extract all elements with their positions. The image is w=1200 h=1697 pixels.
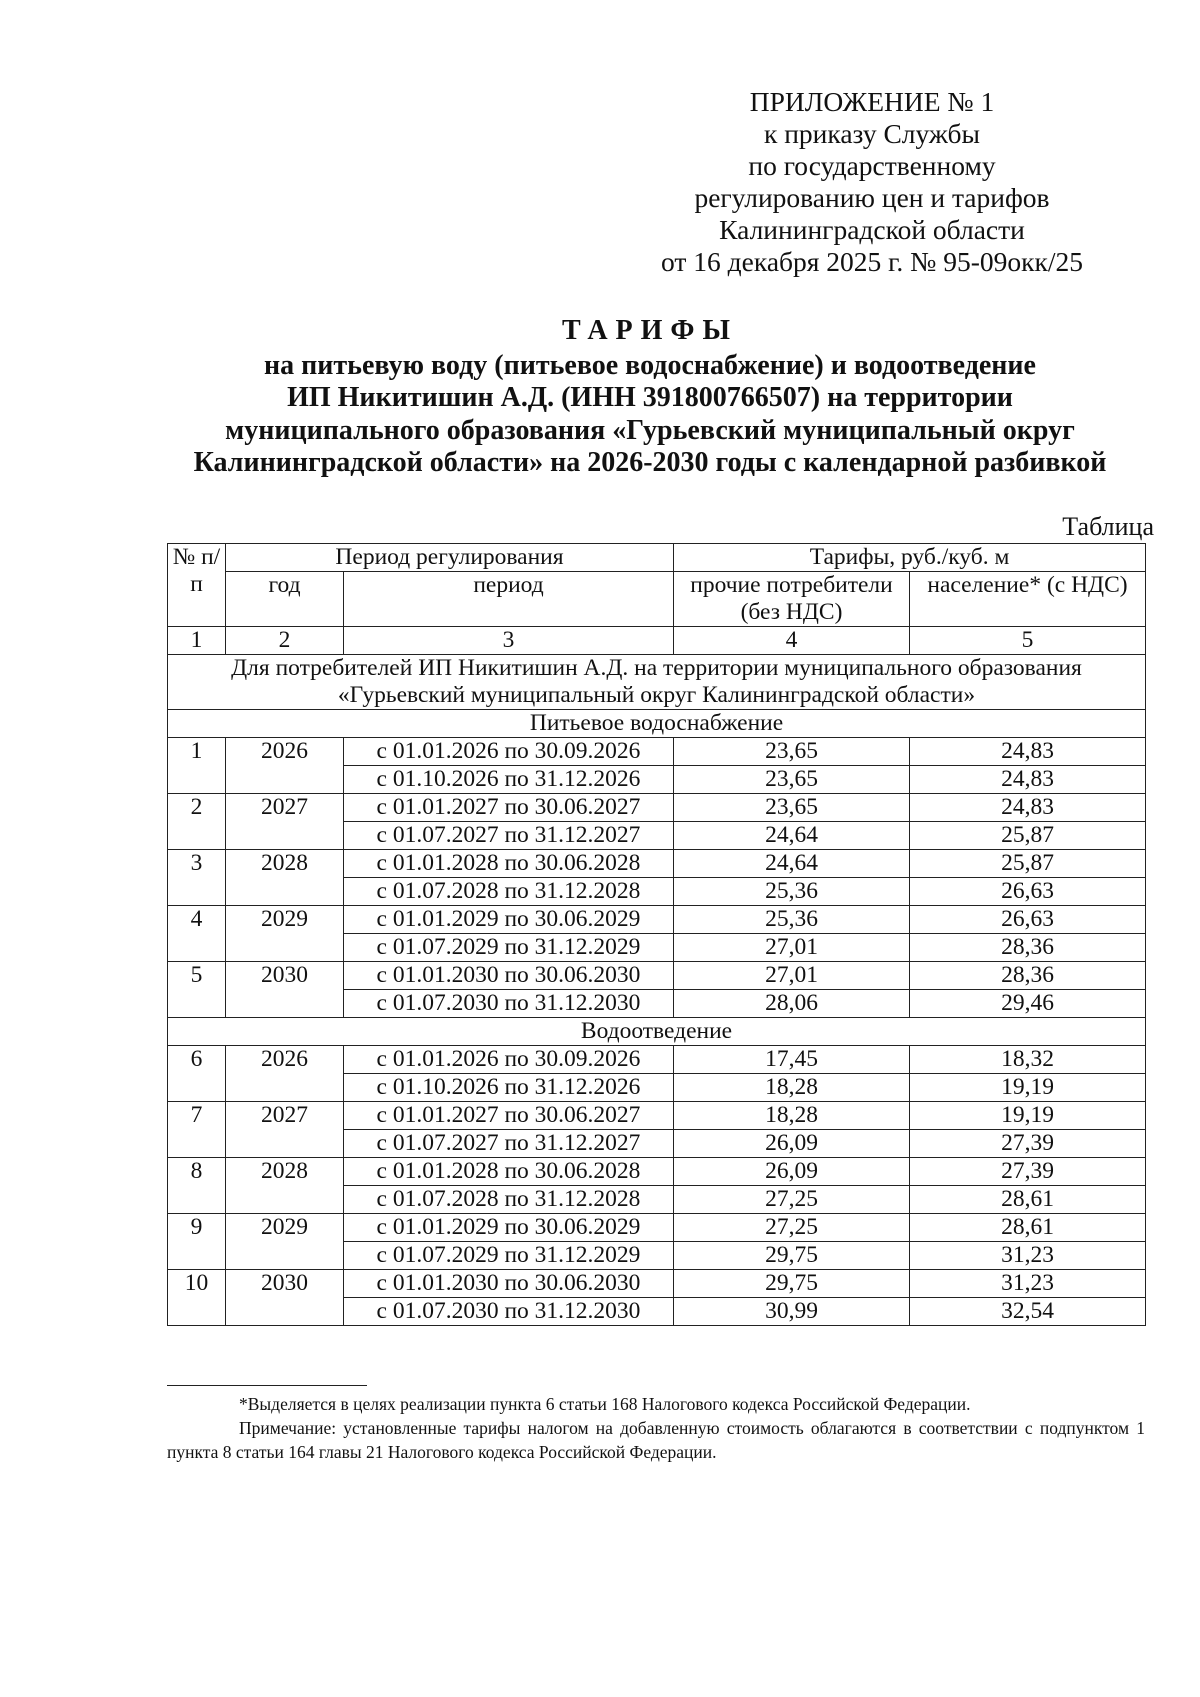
tariff-other: 26,09 <box>674 1130 910 1158</box>
tariff-other: 23,65 <box>674 794 910 822</box>
tariff-other: 18,28 <box>674 1074 910 1102</box>
tariff-other: 24,64 <box>674 822 910 850</box>
footnotes <box>167 1392 1145 1464</box>
tariff-population: 28,36 <box>910 934 1146 962</box>
tariff-other: 28,06 <box>674 990 910 1018</box>
tariff-population: 24,83 <box>910 738 1146 766</box>
table-row <box>168 850 1146 878</box>
row-number: 9 <box>168 1214 226 1270</box>
row-period: с 01.01.2027 по 30.06.2027 <box>344 794 674 822</box>
row-period: с 01.07.2027 по 31.12.2027 <box>344 822 674 850</box>
row-period: с 01.01.2029 по 30.06.2029 <box>344 906 674 934</box>
appendix-line: ПРИЛОЖЕНИЕ № 1 <box>749 86 995 117</box>
row-year: 2026 <box>226 738 344 794</box>
tariff-other: 23,65 <box>674 766 910 794</box>
column-number: 3 <box>344 627 674 655</box>
row-number: 3 <box>168 850 226 906</box>
row-period: с 01.01.2030 по 30.06.2030 <box>344 1270 674 1298</box>
tariff-population: 32,54 <box>910 1298 1146 1326</box>
title-line: муниципального образования «Гурьевский муниципальный округ <box>225 414 1075 446</box>
title-line: ИП Никитишин А.Д. (ИНН 391800766507) на территории <box>287 382 1013 413</box>
tariffs-table <box>167 543 1146 1326</box>
table-row <box>168 1158 1146 1186</box>
title-line: на питьевую воду (питьевое водоснабжение) и водоотведение <box>264 349 1036 381</box>
row-period: с 01.10.2026 по 31.12.2026 <box>344 1074 674 1102</box>
table-row <box>168 1270 1146 1298</box>
title-main: ТАРИФЫ <box>562 315 738 346</box>
row-year: 2030 <box>226 962 344 1018</box>
column-number: 4 <box>674 627 910 655</box>
row-period: с 01.01.2026 по 30.09.2026 <box>344 1046 674 1074</box>
tariff-other: 27,25 <box>674 1214 910 1242</box>
header-other-consumers: прочие потребители (без НДС) <box>674 572 910 627</box>
row-number: 1 <box>168 738 226 794</box>
row-period: с 01.01.2029 по 30.06.2029 <box>344 1214 674 1242</box>
column-number: 2 <box>226 627 344 655</box>
tariff-other: 30,99 <box>674 1298 910 1326</box>
table-caption: Таблица <box>1062 512 1154 541</box>
tariff-population: 19,19 <box>910 1102 1146 1130</box>
footnote-divider <box>167 1385 367 1386</box>
table-header <box>168 544 1146 710</box>
tariff-population: 28,61 <box>910 1186 1146 1214</box>
appendix-line: регулированию цен и тарифов <box>694 182 1050 213</box>
tariff-population: 19,19 <box>910 1074 1146 1102</box>
tariff-population: 24,83 <box>910 794 1146 822</box>
appendix-line: от 16 декабря 2025 г. № 95-09окк/25 <box>661 246 1083 277</box>
document-title <box>150 315 1150 480</box>
row-year: 2028 <box>226 1158 344 1214</box>
row-period: с 01.07.2029 по 31.12.2029 <box>344 934 674 962</box>
tariff-population: 18,32 <box>910 1046 1146 1074</box>
section-title: Водоотведение <box>168 1018 1146 1046</box>
tariff-population: 25,87 <box>910 850 1146 878</box>
footnote-asterisk: *Выделяется в целях реализации пункта 6 статьи 168 Налогового кодекса Российской Федерации. <box>239 1394 971 1414</box>
tariff-population: 28,61 <box>910 1214 1146 1242</box>
table-row <box>168 906 1146 934</box>
row-year: 2029 <box>226 906 344 962</box>
header-year: год <box>226 572 344 627</box>
row-year: 2026 <box>226 1046 344 1102</box>
table-row <box>168 1046 1146 1074</box>
appendix-line: по государственному <box>748 150 996 181</box>
table-row <box>168 962 1146 990</box>
title-line: Калининградской области» на 2026-2030 годы с календарной разбивкой <box>193 447 1107 478</box>
table-body <box>168 710 1146 1326</box>
row-period: с 01.01.2028 по 30.06.2028 <box>344 1158 674 1186</box>
row-period: с 01.07.2030 по 31.12.2030 <box>344 990 674 1018</box>
tariff-other: 18,28 <box>674 1102 910 1130</box>
table-row <box>168 738 1146 766</box>
header-population: население* (с НДС) <box>910 572 1146 627</box>
table-row <box>168 1102 1146 1130</box>
tariff-population: 27,39 <box>910 1158 1146 1186</box>
header-period-group: Период регулирования <box>226 544 674 572</box>
tariff-population: 25,87 <box>910 822 1146 850</box>
tariff-other: 29,75 <box>674 1242 910 1270</box>
column-number: 1 <box>168 627 226 655</box>
row-number: 2 <box>168 794 226 850</box>
column-number: 5 <box>910 627 1146 655</box>
tariff-other: 27,25 <box>674 1186 910 1214</box>
appendix-line: Калининградской области <box>719 214 1025 245</box>
row-period: с 01.01.2027 по 30.06.2027 <box>344 1102 674 1130</box>
section-row <box>168 710 1146 738</box>
table-row <box>168 794 1146 822</box>
consumers-note: Для потребителей ИП Никитишин А.Д. на территории муниципального образования «Гурьевский муниципальный округ Калининградской области» <box>168 655 1146 710</box>
row-period: с 01.07.2030 по 31.12.2030 <box>344 1298 674 1326</box>
row-year: 2030 <box>226 1270 344 1326</box>
tariff-other: 29,75 <box>674 1270 910 1298</box>
row-period: с 01.01.2028 по 30.06.2028 <box>344 850 674 878</box>
row-period: с 01.07.2028 по 31.12.2028 <box>344 878 674 906</box>
row-number: 6 <box>168 1046 226 1102</box>
tariff-population: 24,83 <box>910 766 1146 794</box>
tariff-population: 31,23 <box>910 1270 1146 1298</box>
tariff-other: 27,01 <box>674 934 910 962</box>
row-year: 2027 <box>226 794 344 850</box>
tariff-population: 29,46 <box>910 990 1146 1018</box>
appendix-header <box>632 86 1112 278</box>
tariff-population: 26,63 <box>910 906 1146 934</box>
row-year: 2027 <box>226 1102 344 1158</box>
tariff-other: 25,36 <box>674 906 910 934</box>
header-num: № п/п <box>168 544 226 627</box>
tariff-population: 27,39 <box>910 1130 1146 1158</box>
section-row <box>168 1018 1146 1046</box>
row-number: 4 <box>168 906 226 962</box>
row-number: 8 <box>168 1158 226 1214</box>
row-year: 2028 <box>226 850 344 906</box>
tariff-other: 27,01 <box>674 962 910 990</box>
row-period: с 01.07.2027 по 31.12.2027 <box>344 1130 674 1158</box>
row-period: с 01.10.2026 по 31.12.2026 <box>344 766 674 794</box>
row-number: 10 <box>168 1270 226 1326</box>
row-period: с 01.07.2029 по 31.12.2029 <box>344 1242 674 1270</box>
tariff-other: 24,64 <box>674 850 910 878</box>
header-period: период <box>344 572 674 627</box>
tariff-other: 26,09 <box>674 1158 910 1186</box>
appendix-line: к приказу Службы <box>763 118 981 149</box>
row-number: 7 <box>168 1102 226 1158</box>
tariff-population: 31,23 <box>910 1242 1146 1270</box>
row-year: 2029 <box>226 1214 344 1270</box>
tariff-population: 28,36 <box>910 962 1146 990</box>
section-title: Питьевое водоснабжение <box>168 710 1146 738</box>
row-period: с 01.07.2028 по 31.12.2028 <box>344 1186 674 1214</box>
row-period: с 01.01.2030 по 30.06.2030 <box>344 962 674 990</box>
row-number: 5 <box>168 962 226 1018</box>
tariff-other: 23,65 <box>674 738 910 766</box>
row-period: с 01.01.2026 по 30.09.2026 <box>344 738 674 766</box>
footnote-note: Примечание: установленные тарифы налогом на добавленную стоимость облагаются в соответствии с подпунктом 1 пункта 8 статьи 164 главы 21 Налогового кодекса Российской Федерации. <box>167 1418 1145 1462</box>
tariff-population: 26,63 <box>910 878 1146 906</box>
tariff-other: 25,36 <box>674 878 910 906</box>
table-row <box>168 1214 1146 1242</box>
tariff-other: 17,45 <box>674 1046 910 1074</box>
header-tariffs-group: Тарифы, руб./куб. м <box>674 544 1146 572</box>
